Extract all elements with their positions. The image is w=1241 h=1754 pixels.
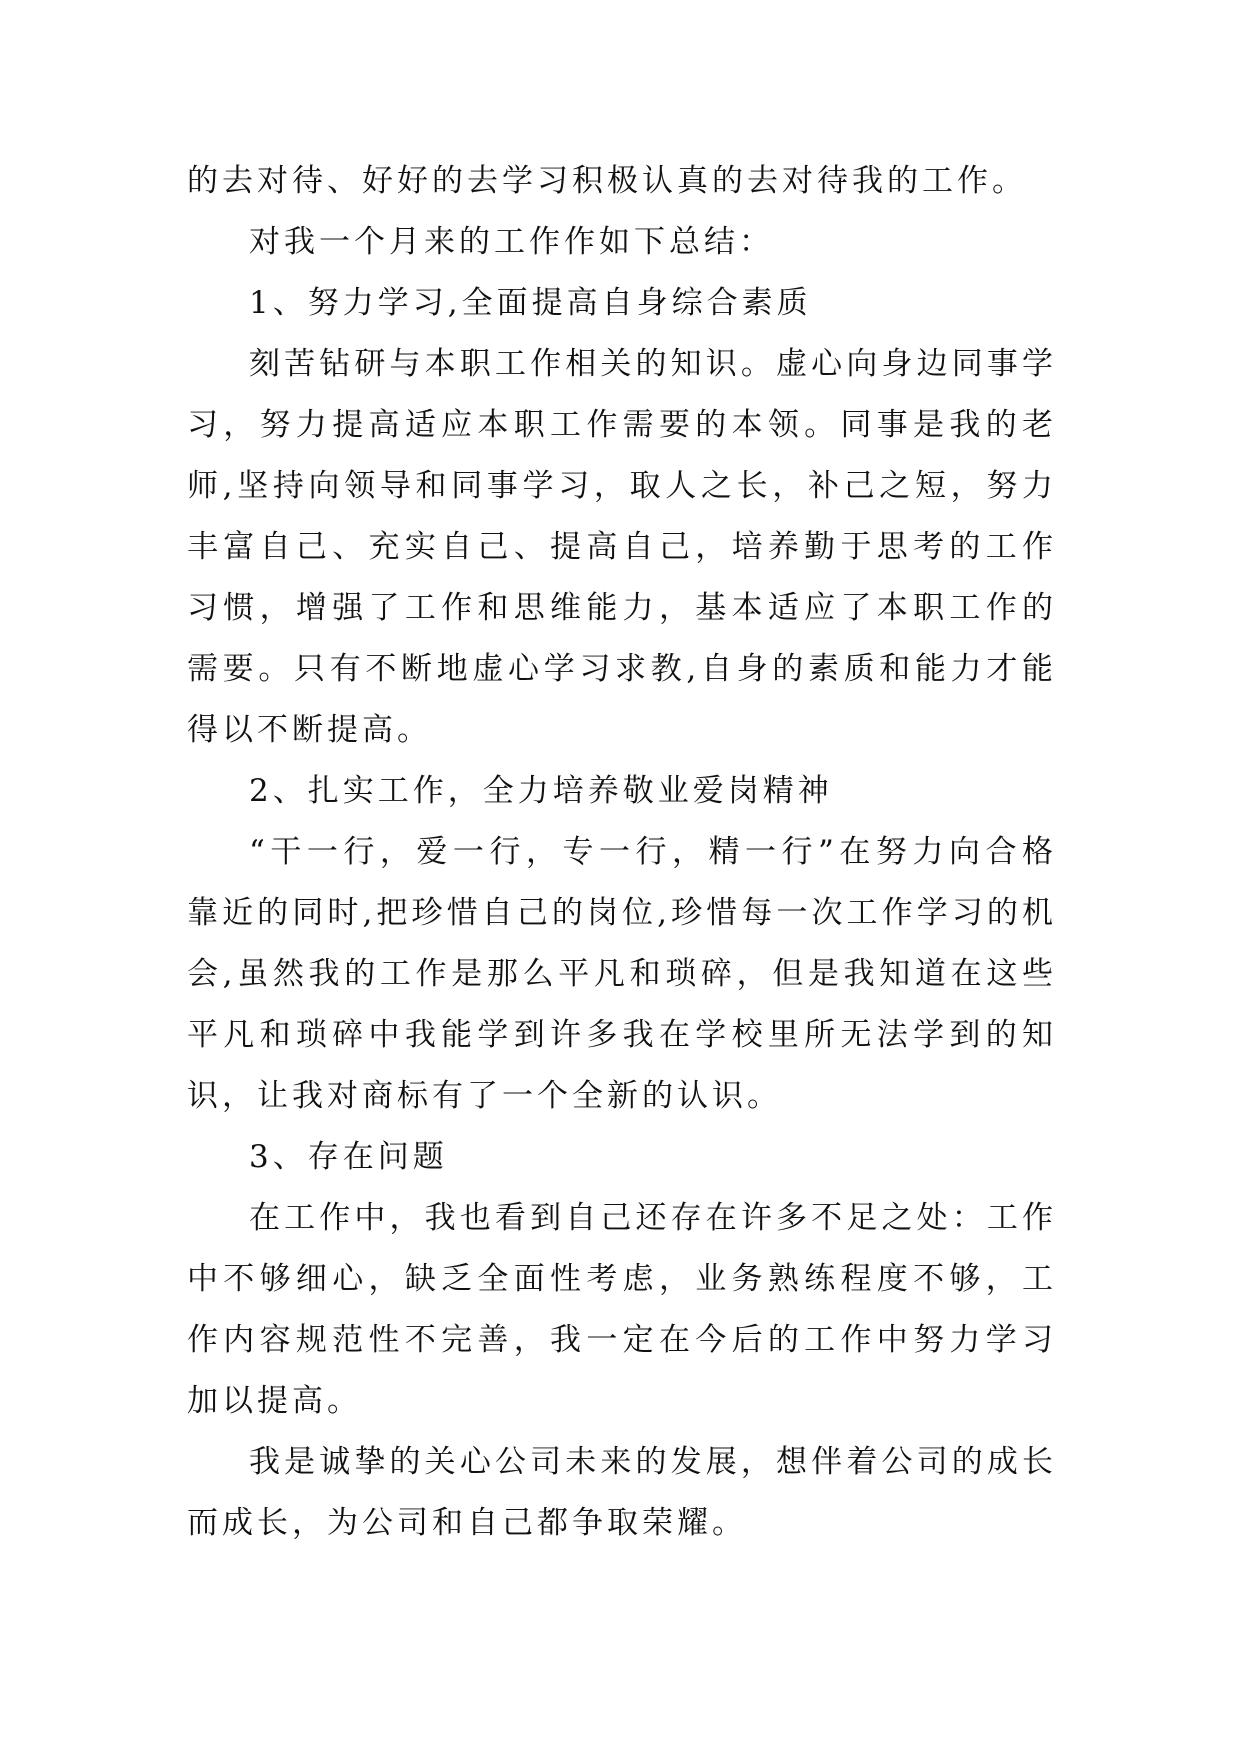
paragraph-study: 刻苦钻研与本职工作相关的知识。虚心向身边同事学习，努力提高适应本职工作需要的本领。同事是我的老师,坚持向领导和同事学习，取人之长，补己之短，努力丰富自己、充实自己、提高自己，培养勤于思考的工作习惯，增强了工作和思维能力，基本适应了本职工作的需要。只有不断地虚心学习求教,自身的素质和能力才能得以不断提高。 xyxy=(187,346,1057,748)
paragraph-summary-intro: 对我一个月来的工作作如下总结： xyxy=(249,224,774,260)
section-heading-1: 1、努力学习,全面提高自身综合素质 xyxy=(249,285,812,321)
paragraph-work: “干一行，爱一行，专一行，精一行”在努力向合格靠近的同时,把珍惜自己的岗位,珍惜每一次工作学习的机会,虽然我的工作是那么平凡和琐碎，但是我知道在这些平凡和琐碎中我能学到许多我在学校里所无法学到的知识，让我对商标有了一个全新的认识。 xyxy=(187,834,1057,1114)
paragraph-continuation: 的去对待、好好的去学习积极认真的去对待我的工作。 xyxy=(187,163,1027,199)
section-heading-3: 3、存在问题 xyxy=(249,1139,448,1175)
section-heading-2: 2、扎实工作，全力培养敬业爱岗精神 xyxy=(249,773,833,809)
paragraph-closing: 我是诚挚的关心公司未来的发展，想伴着公司的成长而成长，为公司和自己都争取荣耀。 xyxy=(187,1444,1057,1541)
document-body xyxy=(187,151,1057,1554)
paragraph-problems: 在工作中，我也看到自己还存在许多不足之处：工作中不够细心，缺乏全面性考虑，业务熟练程度不够，工作内容规范性不完善，我一定在今后的工作中努力学习加以提高。 xyxy=(187,1200,1057,1419)
